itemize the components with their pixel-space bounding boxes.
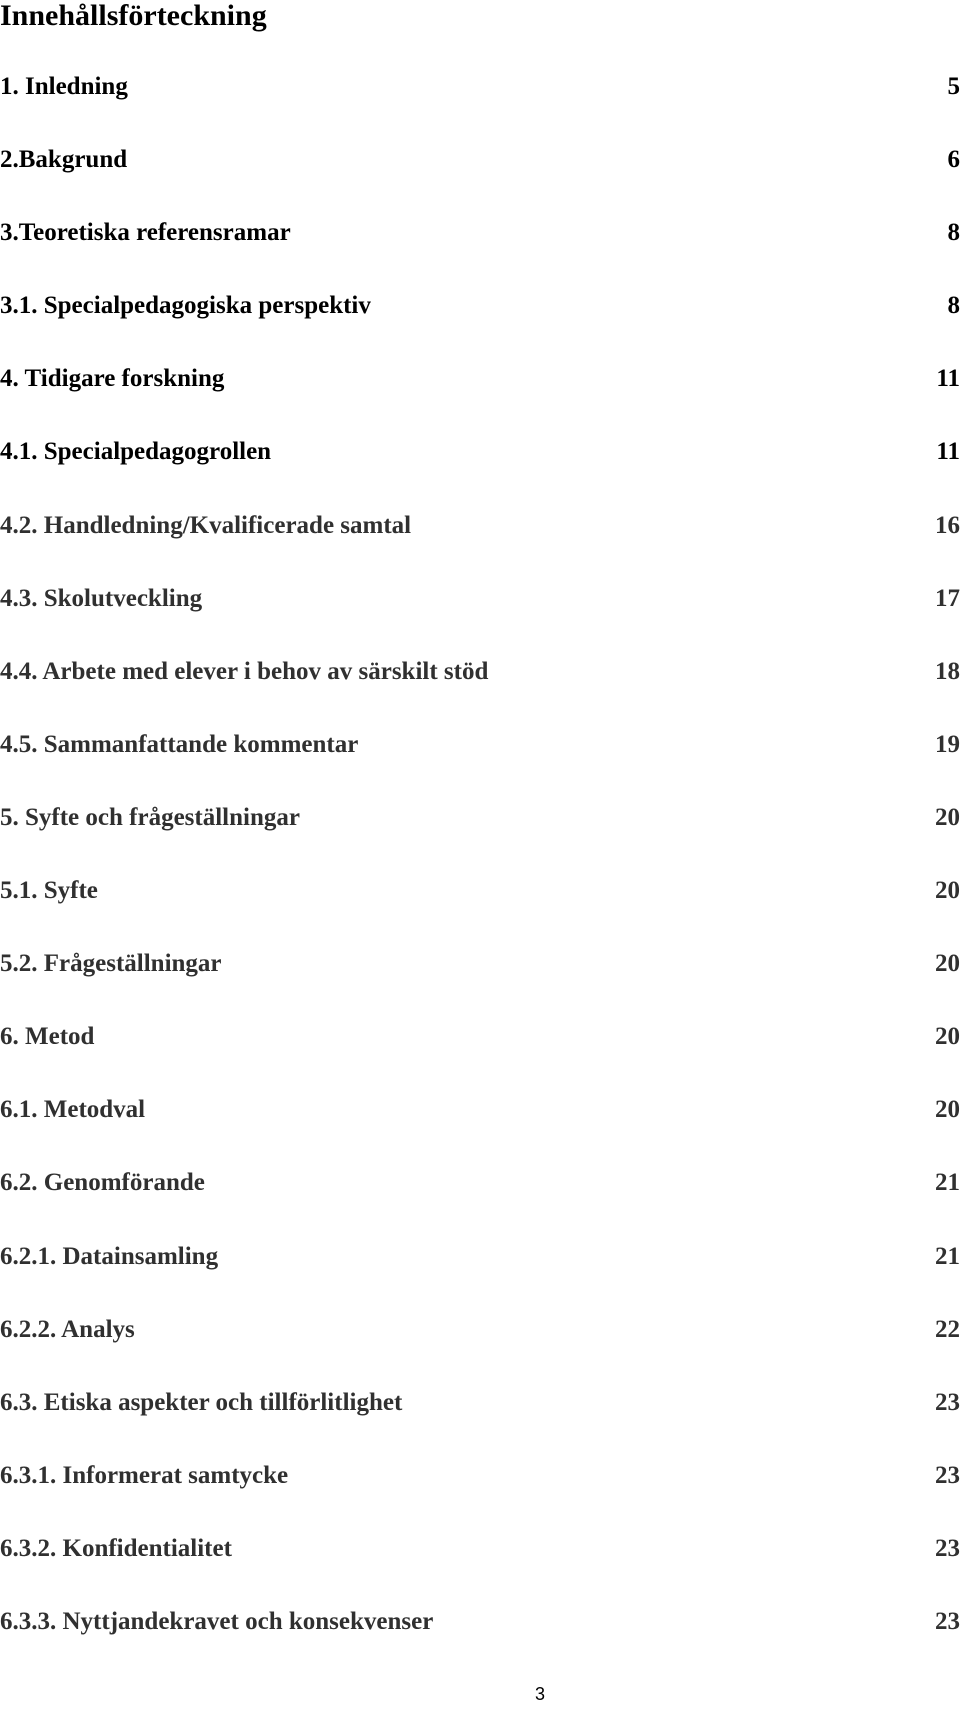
toc-entry-label: 5.2. Frågeställningar (0, 950, 222, 978)
toc-entry (0, 1095, 960, 1168)
toc-entry-page: 20 (935, 803, 960, 831)
toc-entry-page: 21 (935, 1242, 960, 1270)
toc-entry (0, 1607, 960, 1680)
toc-entry-page: 23 (935, 1607, 960, 1635)
toc-entry-page: 23 (935, 1534, 960, 1562)
toc-entry-page: 18 (935, 657, 960, 685)
toc-entry (0, 1315, 960, 1388)
page-title: Innehållsförteckning (0, 0, 267, 32)
toc-entry-label: 2.Bakgrund (0, 146, 128, 174)
toc-entry (0, 145, 960, 218)
toc-list (0, 72, 960, 1680)
toc-entry-label: 6.1. Metodval (0, 1096, 146, 1124)
toc-entry (0, 876, 960, 949)
toc-entry (0, 291, 960, 364)
toc-entry-page: 11 (936, 365, 960, 393)
toc-entry (0, 584, 960, 657)
toc-entry (0, 364, 960, 437)
toc-entry (0, 1534, 960, 1607)
toc-entry-label: 6.3.3. Nyttjandekravet och konsekvenser (0, 1607, 434, 1635)
toc-entry-page: 11 (936, 438, 960, 466)
toc-entry (0, 949, 960, 1022)
toc-entry-label: 3.Teoretiska referensramar (0, 219, 291, 247)
page-number: 3 (534, 1684, 545, 1704)
toc-entry-label: 5. Syfte och frågeställningar (0, 803, 300, 831)
toc-entry-label: 4.1. Specialpedagogrollen (0, 438, 272, 466)
toc-entry-label: 6.2.1. Datainsamling (0, 1242, 219, 1270)
toc-entry-label: 6.3. Etiska aspekter och tillförlitlighet (0, 1388, 403, 1416)
toc-entry-page: 20 (935, 1096, 960, 1124)
toc-entry (0, 730, 960, 803)
toc-entry-page: 16 (935, 511, 960, 539)
toc-entry-page: 23 (935, 1461, 960, 1489)
toc-entry (0, 72, 960, 145)
toc-entry-label: 6.2.2. Analys (0, 1315, 135, 1343)
toc-entry-page: 6 (947, 146, 960, 174)
toc-entry (0, 1461, 960, 1534)
toc-entry-label: 1. Inledning (0, 73, 128, 100)
toc-entry-page: 8 (947, 219, 960, 247)
toc-entry (0, 218, 960, 291)
toc-entry-label: 6.2. Genomförande (0, 1169, 205, 1197)
toc-entry-page: 5 (947, 73, 960, 100)
toc-entry-label: 4.2. Handledning/Kvalificerade samtal (0, 511, 412, 539)
toc-entry-page: 17 (935, 584, 960, 612)
toc-entry (0, 657, 960, 730)
toc-entry-label: 4.4. Arbete med elever i behov av särskilt stöd (0, 657, 489, 685)
toc-entry-page: 8 (947, 292, 960, 320)
toc-entry-label: 6.3.2. Konfidentialitet (0, 1534, 232, 1562)
toc-entry-label: 3.1. Specialpedagogiska perspektiv (0, 292, 371, 320)
toc-entry-page: 19 (935, 730, 960, 758)
toc-entry (0, 803, 960, 876)
toc-entry-page: 21 (935, 1169, 960, 1197)
toc-entry-page: 22 (935, 1315, 960, 1343)
toc-entry-page: 23 (935, 1388, 960, 1416)
toc-entry (0, 1242, 960, 1315)
toc-entry-label: 5.1. Syfte (0, 877, 98, 905)
toc-entry-label: 6.3.1. Informerat samtycke (0, 1461, 289, 1489)
toc-entry-page: 20 (935, 877, 960, 905)
toc-entry-page: 20 (935, 950, 960, 978)
toc-entry-label: 4.3. Skolutveckling (0, 584, 203, 612)
toc-entry (0, 1388, 960, 1461)
toc-entry (0, 437, 960, 510)
toc-entry (0, 1022, 960, 1095)
toc-entry-page: 20 (935, 1023, 960, 1051)
toc-entry (0, 1168, 960, 1241)
toc-entry (0, 511, 960, 584)
toc-entry-label: 4. Tidigare forskning (0, 365, 225, 393)
toc-entry-label: 4.5. Sammanfattande kommentar (0, 730, 359, 758)
toc-entry-label: 6. Metod (0, 1023, 95, 1051)
